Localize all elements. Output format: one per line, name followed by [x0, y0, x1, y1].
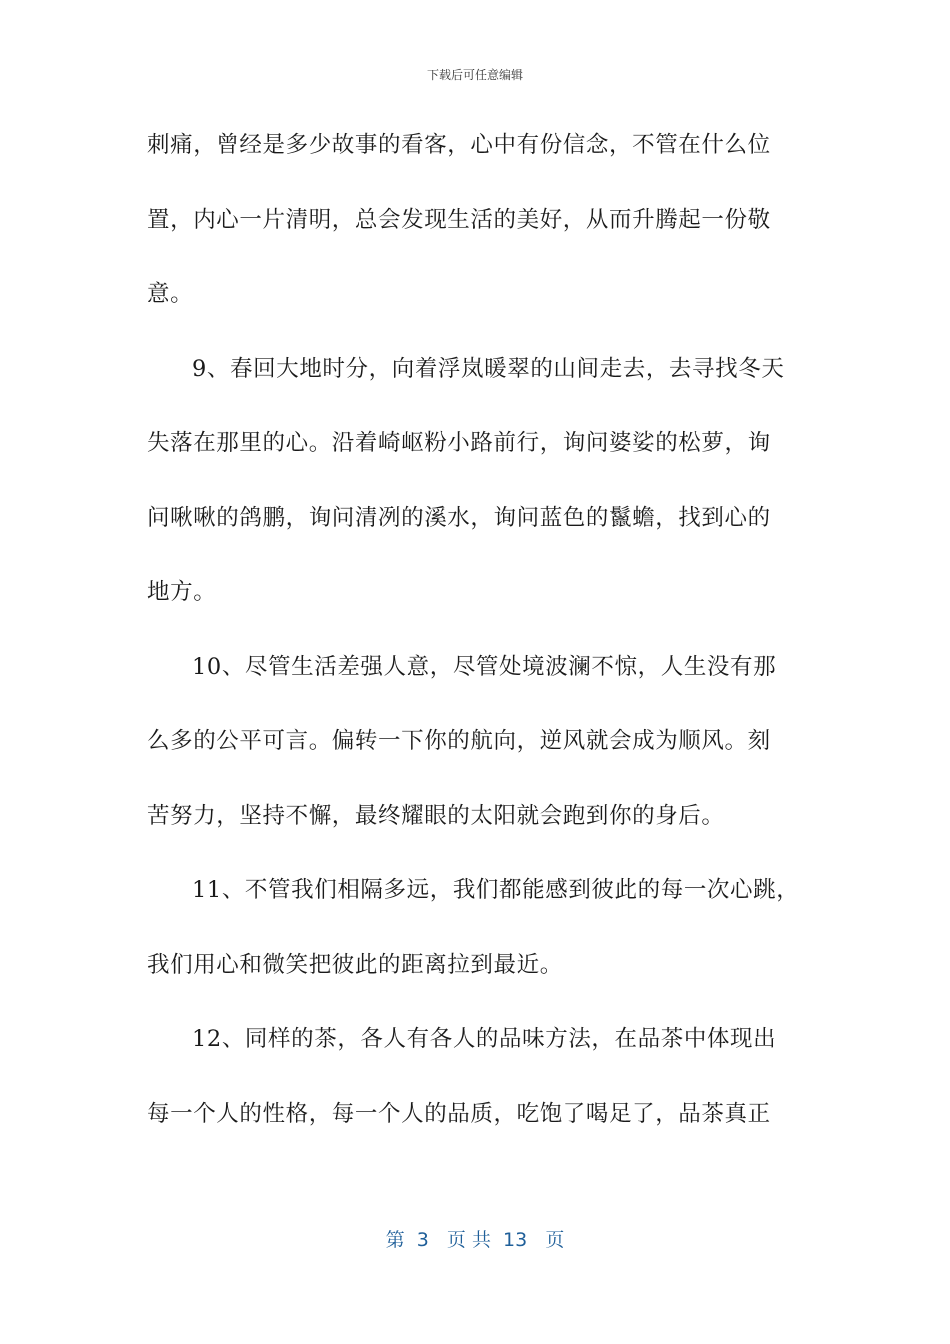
text-line: 置，内心一片清明，总会发现生活的美好，从而升腾起一份敬 — [147, 206, 771, 233]
text-line: 9、春回大地时分，向着浮岚暖翠的山间走去，去寻找冬天 — [192, 355, 785, 382]
text-line: 12、同样的茶，各人有各人的品味方法，在品茶中体现出 — [192, 1026, 777, 1052]
text-line: 问啾啾的鸽鹏，询问清冽的溪水，询问蓝色的鬣蟾，找到心的 — [147, 504, 771, 531]
text-line: 每一个人的性格，每一个人的品质，吃饱了喝足了，品茶真正 — [147, 1100, 771, 1127]
text-line: 10、尽管生活差强人意，尽管处境波澜不惊，人生没有那 — [192, 653, 777, 680]
text-line: 苦努力，坚持不懈，最终耀眼的太阳就会跑到你的身后。 — [147, 802, 725, 829]
text-line: 我们用心和微笑把彼此的距离拉到最近。 — [147, 951, 563, 978]
document-body — [147, 118, 807, 1161]
text-line: 么多的公平可言。偏转一下你的航向，逆风就会成为顺风。刻 — [147, 728, 771, 754]
text-line: 刺痛，曾经是多少故事的看客，心中有份信念，不管在什么位 — [147, 132, 771, 158]
page-header-note: 下载后可任意编辑 — [426, 68, 523, 82]
text-line: 11、不管我们相隔多远，我们都能感到彼此的每一次心跳， — [192, 877, 800, 903]
text-line: 地方。 — [147, 579, 217, 605]
text-line: 意。 — [147, 281, 194, 307]
page-number-footer: 第 3 页 共 13 页 — [385, 1229, 565, 1251]
text-line: 失落在那里的心。沿着崎岖粉小路前行，询问婆娑的松萝，询 — [147, 430, 771, 456]
